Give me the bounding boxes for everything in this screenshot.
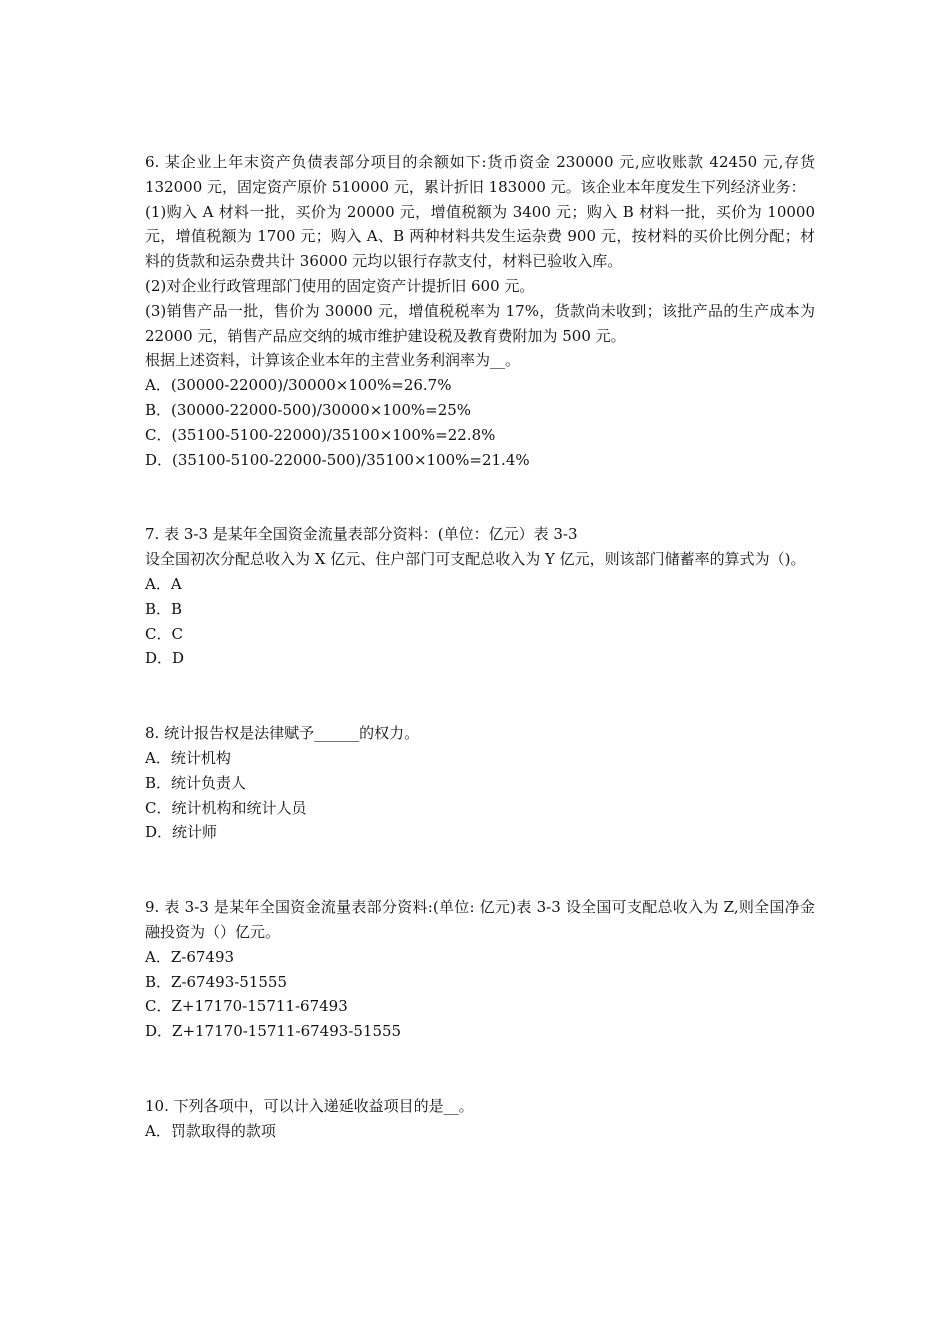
question-spacer bbox=[145, 1044, 815, 1094]
question-6-stem-prompt: 根据上述资料，计算该企业本年的主营业务利润率为__。 bbox=[145, 351, 521, 370]
question-7-option-c: C．C bbox=[145, 624, 183, 643]
question-10-option-a: A．罚款取得的款项 bbox=[145, 1121, 276, 1140]
question-8 bbox=[145, 721, 815, 845]
question-spacer bbox=[145, 472, 815, 522]
question-8-option-c: C．统计机构和统计人员 bbox=[145, 798, 307, 817]
question-8-option-d: D．统计师 bbox=[145, 823, 218, 842]
question-7 bbox=[145, 522, 815, 671]
document-page bbox=[145, 150, 815, 1144]
question-7-option-b: B．B bbox=[145, 599, 183, 618]
question-8-option-a: A．统计机构 bbox=[145, 748, 231, 767]
question-7-stem-line-1: 7. 表 3-3 是某年全国资金流量表部分资料：(单位：亿元）表 3-3 bbox=[145, 525, 578, 544]
question-9-option-b: B．Z-67493-51555 bbox=[145, 972, 288, 991]
question-10-stem: 10. 下列各项中，可以计入递延收益项目的是__。 bbox=[145, 1096, 474, 1115]
question-6-stem-item-1: (1)购入 A 材料一批，买价为 20000 元，增值税额为 3400 元；购入 B 材料一批，买价为 10000 元，增值税额为 1700 元；购入 A、B 两种材料共发生运杂费 900 元，按材料的买价比例分配；材料的货款和运杂费共计 36000 元均以银行存款支付，材料已验收入库。 bbox=[145, 202, 815, 271]
question-6-option-c: C．(35100-5100-22000)/35100×100%=22.8% bbox=[145, 425, 496, 444]
question-7-stem-line-2: 设全国初次分配总收入为 X 亿元、住户部门可支配总收入为 Y 亿元，则该部门储蓄率的算式为（)。 bbox=[145, 550, 806, 569]
question-8-stem: 8. 统计报告权是法律赋予______的权力。 bbox=[145, 724, 420, 743]
question-7-option-d: D．D bbox=[145, 649, 185, 668]
question-9-option-c: C．Z+17170-15711-67493 bbox=[145, 997, 348, 1016]
question-spacer bbox=[145, 845, 815, 895]
question-6-stem-item-2: (2)对企业行政管理部门使用的固定资产计提折旧 600 元。 bbox=[145, 276, 535, 295]
question-6-stem-intro: 6. 某企业上年末资产负债表部分项目的余额如下:货币资金 230000 元,应收账款 42450 元,存货 132000 元，固定资产原价 510000 元，累计折旧 183000 元。该企业本年度发生下列经济业务： bbox=[145, 153, 815, 196]
question-6-option-d: D．(35100-5100-22000-500)/35100×100%=21.4% bbox=[145, 450, 530, 469]
question-9-stem: 9. 表 3-3 是某年全国资金流量表部分资料:(单位: 亿元)表 3-3 设全国可支配总收入为 Z,则全国净金融投资为（）亿元。 bbox=[145, 898, 815, 941]
question-6-option-b: B．(30000-22000-500)/30000×100%=25% bbox=[145, 400, 472, 419]
question-8-option-b: B．统计负责人 bbox=[145, 773, 247, 792]
question-9-option-d: D．Z+17170-15711-67493-51555 bbox=[145, 1022, 402, 1041]
question-6-stem-item-3: (3)销售产品一批，售价为 30000 元，增值税税率为 17%，货款尚未收到；该批产品的生产成本为 22000 元，销售产品应交纳的城市维护建设税及教育费附加为 500 元。 bbox=[145, 301, 815, 345]
question-6 bbox=[145, 150, 815, 472]
question-7-option-a: A．A bbox=[145, 574, 182, 593]
question-6-option-a: A．(30000-22000)/30000×100%=26.7% bbox=[145, 376, 452, 395]
question-9-option-a: A．Z-67493 bbox=[145, 947, 235, 966]
question-10 bbox=[145, 1094, 815, 1144]
question-spacer bbox=[145, 671, 815, 721]
question-9 bbox=[145, 895, 815, 1044]
